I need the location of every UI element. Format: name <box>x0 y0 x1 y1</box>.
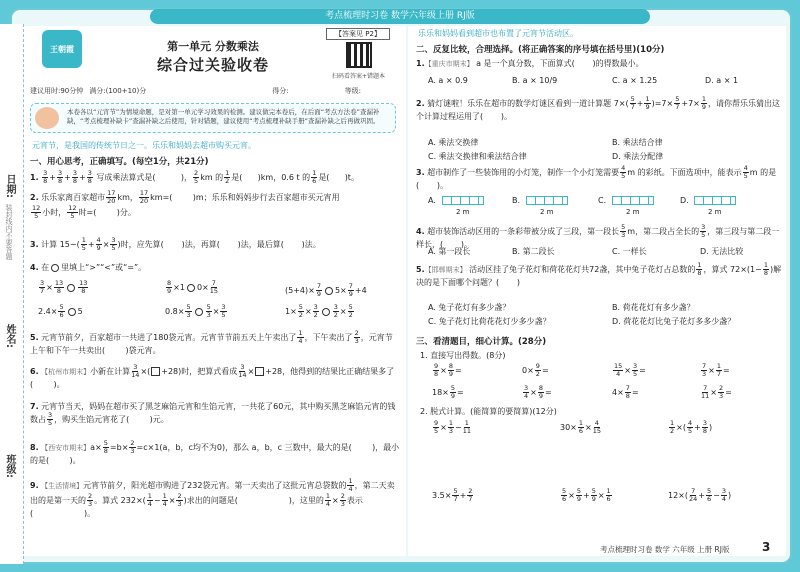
name-label: 姓名: <box>4 324 15 348</box>
choice-3: 3. 超市制作了一些装饰用的小灯笼，制作一个小灯笼需要 $\frac{4}{5}$ m 的彩纸。下面选项中，能表示 $\frac{4}{5}$ m 的是( )。 <box>416 164 777 190</box>
footer-text: 考点梳理时习卷 数学 六年级 上册 RJ版 <box>600 545 730 554</box>
stepwise-calc-item: $\frac{1}{2}$ ×( $\frac{4}{5}$ + $\frac{3}{8}$ ) <box>670 419 713 435</box>
direct-calc-item: 4× $\frac{7}{8}$ = <box>612 384 639 400</box>
question-8: 8. 【西安市期末】a× $\frac{5}{8}$ =b× $\frac{2}{3}$ =c×1(a，b，c均不为0)，那么 a，b，c 三数中，最大的是( )，最小的是( )。 <box>30 439 400 465</box>
choice-4-option[interactable]: D. 无法比较 <box>700 247 744 256</box>
choice-5-option[interactable]: B. 荷花花灯有多少盏？ <box>612 303 695 312</box>
choice-3-option[interactable]: A. <box>428 196 436 205</box>
segment-c <box>612 196 654 205</box>
class-label: 班级: <box>4 454 15 478</box>
compare-item: 2.4× $\frac{5}{6}$ 5 <box>38 303 83 319</box>
choice-4-option[interactable]: A. 第一段长 <box>428 247 471 256</box>
stepwise-calc-item: 30× $\frac{1}{6}$ × $\frac{4}{15}$ <box>560 419 602 435</box>
choice-4: 4. 超市装饰活动区用的一条彩带被分成了三段，第一段长 $\frac{5}{3}$ m，第二段占全长的 $\frac{3}{5}$ ，第三段与第二段一样长，( )。 <box>416 223 780 249</box>
compare-item: 1× $\frac{5}{2}$ × $\frac{3}{2}$ $\frac{3}{2}$ × $\frac{5}{2}$ <box>285 303 353 319</box>
question-7: 7. 元宵节当天，妈妈在超市买了黑芝麻馅元宵和生馅元宵，一共花了60元，其中购买黑芝麻馅元宵的钱数占 $\frac{3}{5}$ ，购买生馅元宵花了( )元。 <box>30 402 396 427</box>
choice-2-option[interactable]: B. 乘法结合律 <box>612 138 663 147</box>
section-3-title: 三、看清题目，细心计算。(28分) <box>416 337 547 347</box>
section-2-title: 二、反复比较，合理选择。(将正确答案的序号填在括号里)(10分) <box>416 45 665 55</box>
qr-caption: 扫码看答案+错题本 <box>332 73 386 80</box>
direct-calc-item: $\frac{9}{8}$ × $\frac{8}{9}$ = <box>434 362 462 378</box>
choice-1-option[interactable]: A. a × 0.9 <box>428 76 468 85</box>
choice-2-option[interactable]: A. 乘法交换律 <box>428 138 479 147</box>
direct-calc-item: 18× $\frac{5}{9}$ = <box>432 384 464 400</box>
question-1: 1. $\frac{3}{8}$ + $\frac{3}{8}$ + $\frac{3}{8}$ + $\frac{3}{8}$ 写成乘法算式是( )， $\frac{2}{5}$ km 的 $\frac{1}{2}$ 是( )km，0.6 t 的 $\frac{1}{6}$ 是( )t。 <box>30 169 359 185</box>
left-story: 元宵节，是我国的传统节日之一。乐乐和妈妈去超市购买元宵。 <box>32 141 256 150</box>
score-label: 得分: <box>272 87 289 95</box>
question-5: 5. 元宵节前夕，百家超市一共进了180袋元宵。元宵节节前五天上午卖出了 $\frac{1}{4}$ ，下午卖出了 $\frac{2}{3}$ ，元宵节上午和下午一共卖出( )袋元宵。 <box>30 329 393 355</box>
choice-2-option[interactable]: C. 乘法交换律和乘法结合律 <box>428 152 527 161</box>
subsection-stepwise: 2. 脱式计算。(能简算的要简算)(12分) <box>420 407 557 416</box>
direct-calc-item: $\frac{7}{3}$ × $\frac{1}{7}$ = <box>702 362 730 378</box>
choice-4-option[interactable]: B. 第二段长 <box>512 247 555 256</box>
date-label: 日期: <box>4 174 15 198</box>
stepwise-calc-item: 12×( $\frac{7}{24}$ + $\frac{5}{6}$ − $\frac{3}{4}$ ) <box>668 487 732 503</box>
choice-1: 1.【重庆市期末】 a 是一个真分数，下面算式( )的得数最小。 <box>416 59 644 68</box>
choice-1-option[interactable]: C. a × 1.25 <box>612 76 658 85</box>
brand-logo: 王朝霞 <box>42 30 82 68</box>
choice-1-option[interactable]: D. a × 1 <box>705 76 739 85</box>
teacher-avatar-icon <box>35 107 59 129</box>
choice-5-option[interactable]: D. 荷花花灯比兔子花灯多多少盏？ <box>612 317 736 326</box>
unit-title: 第一单元 分数乘法 <box>167 40 259 53</box>
choice-3-option[interactable]: D. <box>680 196 689 205</box>
choice-1-option[interactable]: B. a × 10/9 <box>512 76 558 85</box>
compare-item: (5+4)× $\frac{7}{9}$ 5× $\frac{7}{9}$ +4 <box>285 282 367 298</box>
choice-4-option[interactable]: C. 一样长 <box>612 247 647 256</box>
compare-item: $\frac{3}{7}$ × $\frac{13}{8}$ $\frac{13}{8}$ <box>40 279 88 295</box>
choice-5-option[interactable]: C. 兔子花灯比荷花花灯少多少盏？ <box>428 317 551 326</box>
direct-calc-item: 0× $\frac{9}{2}$ = <box>522 362 549 378</box>
stepwise-calc-item: $\frac{9}{5}$ × $\frac{1}{3}$ − $\frac{1}{11}$ <box>434 419 471 435</box>
exam-meta <box>30 86 400 96</box>
full-score-text: 满分:(100+10)分 <box>89 87 147 95</box>
choice-3-option[interactable]: B. <box>512 196 521 205</box>
answer-ref: 【答案见 P2】 <box>326 28 390 40</box>
stepwise-calc-item: $\frac{5}{6}$ × $\frac{5}{9}$ + $\frac{5}{9}$ × $\frac{1}{6}$ <box>562 487 611 503</box>
segment-d <box>694 196 736 205</box>
subsection-direct: 1. 直接写出得数。(8分) <box>420 351 506 360</box>
qr-code[interactable] <box>346 42 372 68</box>
header-strip: 考点梳理时习卷 数学六年级上册 RJ版 <box>150 9 650 24</box>
question-4: 4. 在 里填上“>”“<”或“=”。 <box>30 263 147 272</box>
question-6: 6. 【杭州市期末】小新在计算 $\frac{3}{14}$ ×( +28)时，把算式看成 $\frac{3}{14}$ × +28，他得到的结果比正确结果多了( )。 <box>30 363 395 389</box>
time-text: 建议用时:90分钟 <box>30 87 84 95</box>
compare-item: 0.8× $\frac{5}{3}$ $\frac{5}{3}$ × $\frac{3}{5}$ <box>165 303 226 319</box>
choice-2-option[interactable]: D. 乘法分配律 <box>612 152 664 161</box>
question-9: 9. 【生活情境】元宵节前夕，阳光超市购进了232袋元宵。第一天卖出了这批元宵总袋数的 $\frac{1}{4}$ ，第二天卖出的是第一天的 $\frac{2}{3}$ 。算式 232×( $\frac{1}{4}$ − $\frac{1}{4}$ × $\frac{2}{3}$ )求出的问题是( )，这里的 $\frac{1}{4}$ × $\frac{2}{3}$ 表示( )。 <box>30 477 395 518</box>
choice-5-option[interactable]: A. 兔子花灯有多少盏？ <box>428 303 511 312</box>
segment-label: 2 m <box>540 208 554 216</box>
level-label: 等级: <box>344 87 361 95</box>
binding-spine <box>0 24 24 564</box>
question-3: 3. 计算 15−( $\frac{1}{5}$ + $\frac{4}{9}$ × $\frac{3}{5}$ )时，应先算( )法，再算( )法，最后算( )法。 <box>30 236 321 252</box>
stepwise-calc-item: 3.5× $\frac{5}{7}$ + $\frac{2}{7}$ <box>432 487 473 503</box>
segment-label: 2 m <box>456 208 470 216</box>
direct-calc-item: $\frac{7}{11}$ × $\frac{2}{3}$ = <box>701 384 732 400</box>
compare-item: $\frac{8}{9}$ ×1 0× $\frac{7}{15}$ <box>167 279 219 295</box>
exam-title: 综合过关验收卷 <box>156 56 269 74</box>
page-number: 3 <box>762 540 771 554</box>
segment-b <box>526 196 568 205</box>
choice-2: 2. 猜灯谜啦！乐乐在超市的数学灯谜区看到一道计算题 7×( $\frac{5}{7}$ + $\frac{1}{9}$ )=7× $\frac{5}{7}$ +7× $\frac{1}{9}$ ，请你帮乐乐猜出这个计算过程运用了( )。 <box>416 95 780 121</box>
section-1-title: 一、用心思考，正确填写。(每空1分，共21分) <box>30 157 209 167</box>
question-2: 2. 乐乐家离百家超市 $\frac{17}{20}$ km， $\frac{17}{20}$ km=( )m；乐乐和妈妈步行去百家超市买元宵用 $\frac{12}{5}$ 小时， $\frac{12}{5}$ 时=( )分。 <box>30 189 340 220</box>
instruction-note <box>30 103 396 133</box>
segment-label: 2 m <box>708 208 722 216</box>
direct-calc-item: $\frac{15}{4}$ × $\frac{3}{5}$ = <box>614 362 646 378</box>
note-text: 本卷各以“元宵节”为情境命题，是对第一单元学习效果的检测。建议做完本卷后，在后面“考点方法卷”查漏补缺，“考点梳理补缺卡”查漏补缺之后使用，针对错题，建议使用“考点梳理补缺手册”查漏补缺之后再做巩固。 <box>67 108 380 125</box>
direct-calc-item: $\frac{3}{4}$ × $\frac{8}{9}$ = <box>524 384 552 400</box>
choice-3-option[interactable]: C. <box>598 196 607 205</box>
choice-5: 5.【邯郸期末】 活动区挂了兔子花灯和荷花花灯共72盏，其中兔子花灯占总数的 $\frac{1}{8}$ ，算式 72×(1− $\frac{1}{8}$ )解决的是下面哪个问题？( ) <box>416 261 782 287</box>
segment-label: 2 m <box>626 208 640 216</box>
right-story: 乐乐和妈妈看到超市也布置了元宵节活动区。 <box>418 29 578 38</box>
binding-note: 装封线内不要答题 <box>5 204 13 260</box>
segment-a <box>442 196 484 205</box>
